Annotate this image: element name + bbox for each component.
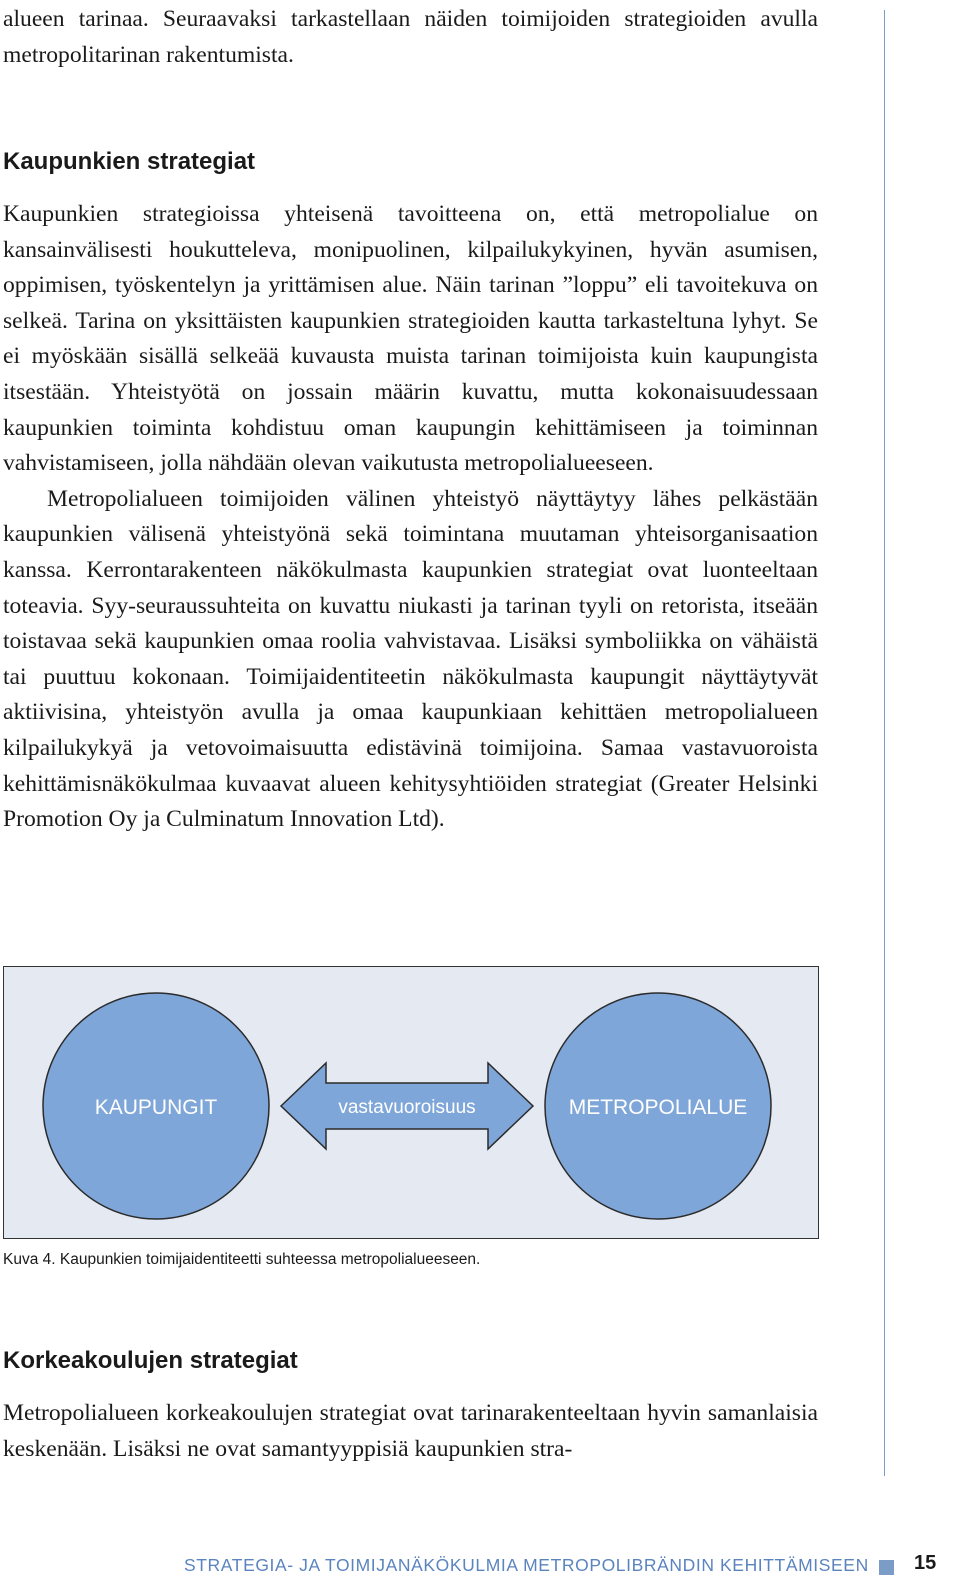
footer-square-marker [879,1560,894,1575]
arrow-label: vastavuoroisuus [338,1097,476,1118]
footer-running-title: STRATEGIA- JA TOIMIJANÄKÖKULMIA METROPOLIBRÄNDIN KEHITTÄMISEEN [184,1555,869,1575]
section-body-kaupunkien-strategiat [3,197,818,838]
node-label-metropolialue: METROPOLIALUE [568,1096,748,1119]
figure-diagram [3,966,819,1239]
margin-rule [884,10,885,1476]
body-paragraph: Kaupunkien strategioissa yhteisenä tavoitteena on, että metropolialue on kansainvälisesti houkutteleva, monipuolinen, kilpailukykyinen, hyvän asumisen, oppimisen, työskentelyn ja yrittämisen alue. Näin tarinan ”loppu” eli tavoitekuva on selkeä. Tarina on yksittäisten kaupunkien strategioiden kautta tarkasteltuna lyhyt. Se ei myöskään sisällä selkeää kuvausta muista tarinan toimijoista kuin kaupungista itsestään. Yhteistyötä on jossain määrin kuvattu, mutta kokonaisuudessaan kaupunkien toiminta kohdistuu oman kaupungin kehittämiseen ja toiminnan vahvistamiseen, jolla nähdään olevan vaikutusta metropolialueeseen. [3,201,818,477]
intro-paragraph [3,2,818,73]
body-paragraph: Metropolialueen toimijoiden välinen yhteistyö näyttäytyy lähes pelkästään kaupunkien välisenä yhteistyönä sekä toimintana muutaman yhteisorganisaation kanssa. Kerrontarakenteen näkökulmasta kaupunkien strategiat ovat luonteeltaan toteavia. Syy-seuraussuhteita on kuvattu niukasti ja tarinan tyyli on retorista, itseään toistavaa sekä kaupunkien omaa roolia vahvistavaa. Lisäksi symboliikka on vähäistä tai puuttuu kokonaan. Toimijaidentiteetin näkökulmasta kaupungit näyttäytyvät aktiivisina, yhteistyön avulla ja omaa kaupunkiaan kehittäen metropolialueen kilpailukykyä ja vetovoimaisuutta edistävinä toimijoina. Samaa vastavuoroista kehittämisnäkökulmaa kuvaavat alueen kehitysyhtiöiden strategiat (Greater Helsinki Promotion Oy ja Culminatum Innovation Ltd). [3,485,818,833]
page-number: 15 [914,1552,937,1574]
section-heading-kaupunkien-strategiat: Kaupunkien strategiat [3,148,256,175]
body-paragraph: Metropolialueen korkeakoulujen strategiat ovat tarinarakenteeltaan hyvin samanlaisia keskenään. Lisäksi ne ovat samantyyppisiä kaupunkien stra- [3,1400,818,1462]
node-label-kaupungit: KAUPUNGIT [94,1096,218,1119]
figure-caption: Kuva 4. Kaupunkien toimijaidentiteetti suhteessa metropolialueeseen. [3,1251,481,1268]
diagram-canvas [4,967,820,1240]
section-heading-korkeakoulujen-strategiat: Korkeakoulujen strategiat [3,1347,298,1374]
intro-text: alueen tarinaa. Seuraavaksi tarkastellaan näiden toimijoiden strategioiden avulla metropolitarinan rakentumista. [3,6,818,68]
section-body-korkeakoulujen-strategiat [3,1396,818,1467]
